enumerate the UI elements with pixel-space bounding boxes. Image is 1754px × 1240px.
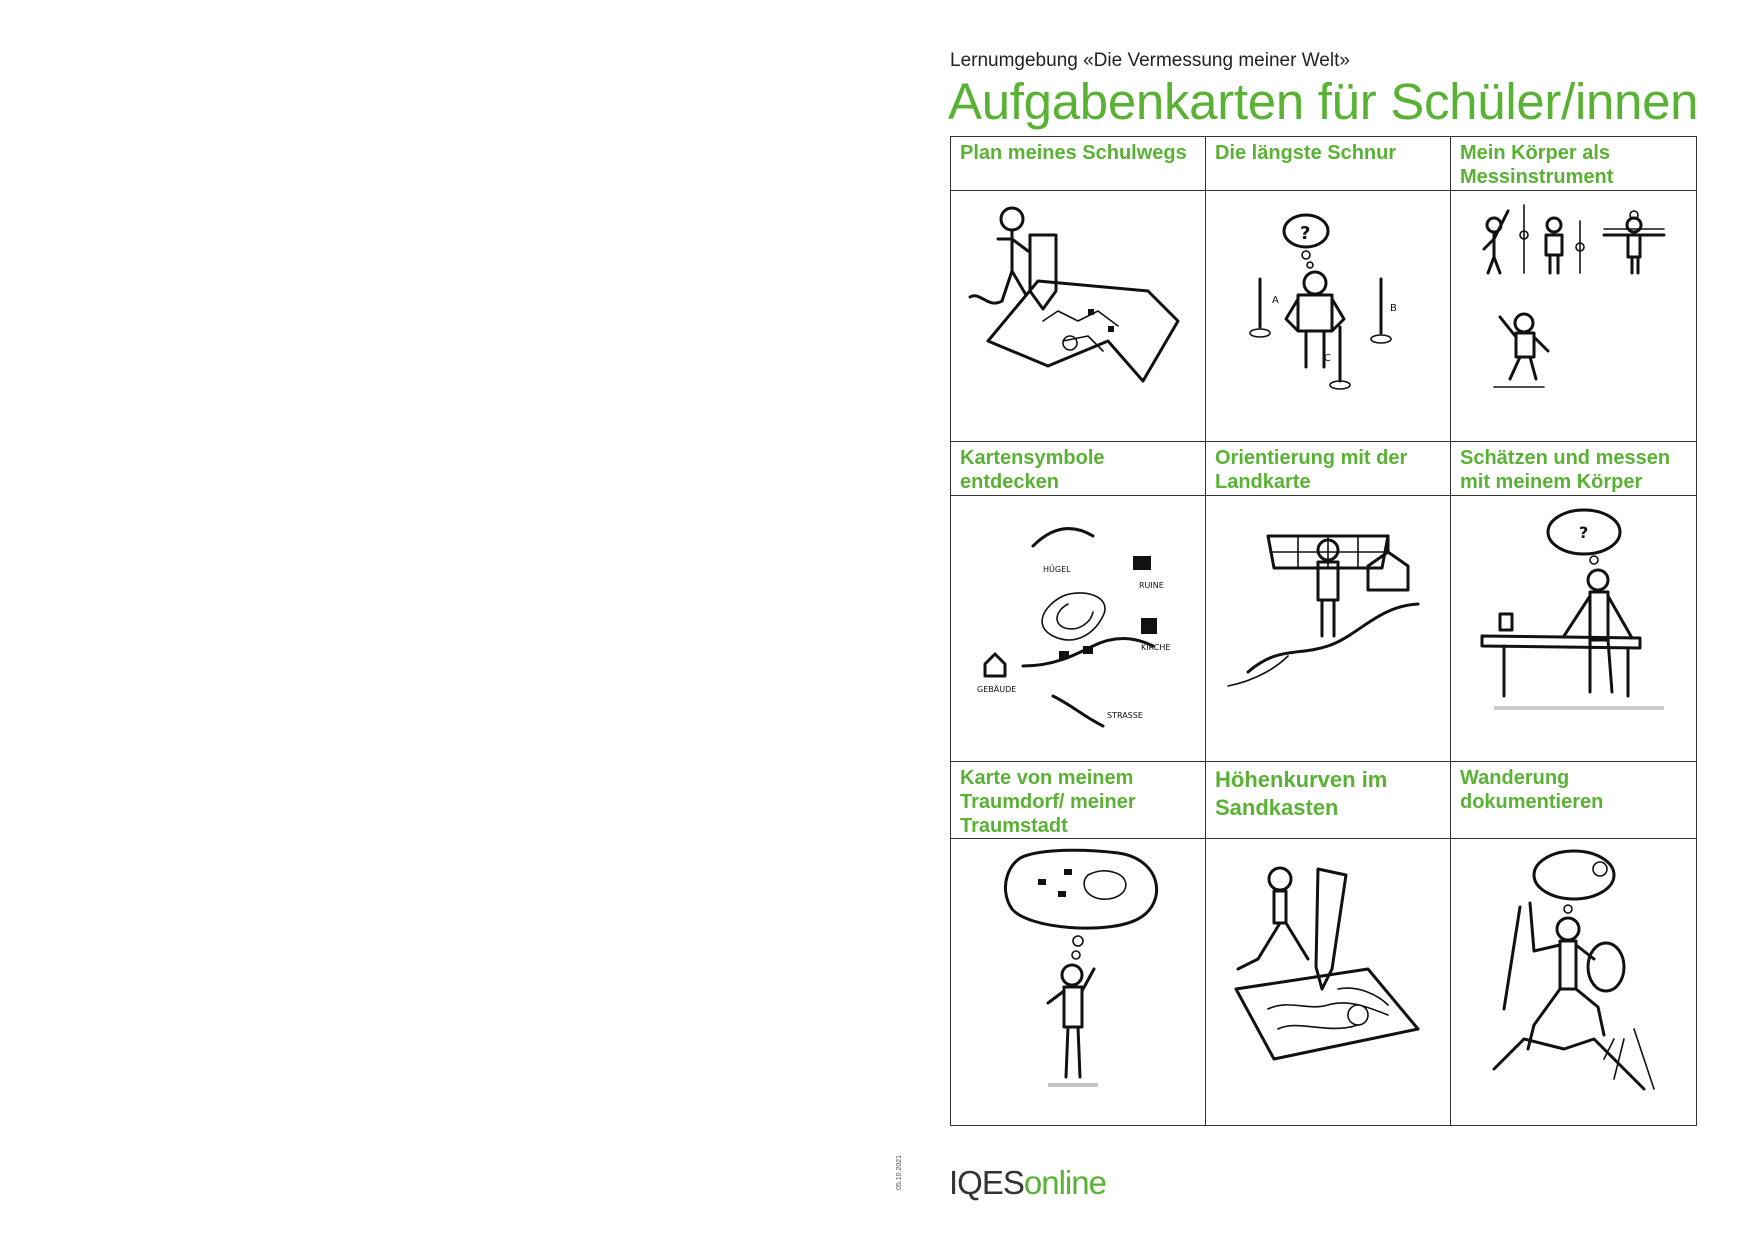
map-symbols-icon	[963, 496, 1193, 746]
logo-part-online: online	[1023, 1164, 1106, 1201]
card-title-hike: Wanderung dokumentieren	[1460, 767, 1604, 813]
card-image-cell	[1451, 496, 1697, 762]
card-image-cell	[1206, 191, 1451, 442]
card-label-cell	[1206, 137, 1451, 191]
card-image-cell	[1451, 839, 1697, 1126]
card-label-cell	[1451, 442, 1697, 496]
card-image-cell	[951, 496, 1206, 762]
card-label-cell	[1206, 442, 1451, 496]
iqes-online-logo	[949, 1164, 1106, 1202]
school-route-map-icon	[968, 191, 1188, 431]
card-image-cell	[951, 839, 1206, 1126]
label-gebaeude: GEBÄUDE	[977, 685, 1017, 694]
longest-string-icon	[1218, 191, 1438, 431]
dream-town-map-icon	[968, 839, 1188, 1109]
logo-part-iqes: IQES	[949, 1164, 1024, 1201]
task-card-grid	[950, 136, 1697, 1126]
card-title-map-symbols: Kartensymbole entdecken	[960, 447, 1105, 493]
card-label-cell	[1451, 137, 1697, 191]
page-subtitle: Lernumgebung «Die Vermessung meiner Welt»	[950, 50, 1350, 71]
card-title-estimate-measure: Schätzen und messen mit meinem Körper	[1460, 447, 1671, 493]
date-stamp: 05.10.2021	[896, 1154, 903, 1190]
card-title-longest-string: Die längste Schnur	[1215, 142, 1397, 164]
card-title-body-instrument: Mein Körper als Messinstrument	[1460, 142, 1614, 188]
svg-text:?: ?	[1300, 223, 1311, 244]
label-kirche: KIRCHE	[1141, 643, 1171, 652]
label-huegel: HÜGEL	[1043, 565, 1071, 574]
hike-documentation-icon	[1464, 839, 1684, 1109]
card-image-cell	[1206, 496, 1451, 762]
card-label-cell	[1206, 762, 1451, 839]
map-orientation-icon	[1218, 496, 1438, 746]
card-title-map-orientation: Orientierung mit der Landkarte	[1215, 447, 1408, 493]
svg-text:?: ?	[1578, 523, 1588, 542]
card-title-contour-lines: Höhenkurven im Sandkasten	[1215, 767, 1388, 820]
card-image-cell	[1206, 839, 1451, 1126]
label-ruine: RUINE	[1139, 581, 1164, 590]
card-label-cell	[951, 442, 1206, 496]
body-measuring-icon	[1464, 191, 1684, 431]
page-title: Aufgabenkarten für Schüler/innen	[948, 73, 1699, 130]
label-strasse: STRASSE	[1107, 711, 1143, 720]
card-label-cell	[1451, 762, 1697, 839]
label-b: B	[1390, 303, 1397, 314]
card-label-cell	[951, 137, 1206, 191]
label-c: C	[1324, 353, 1331, 364]
label-a: A	[1272, 295, 1279, 306]
estimate-measure-icon	[1464, 496, 1684, 746]
contour-lines-sandbox-icon	[1218, 839, 1438, 1109]
card-image-cell	[951, 191, 1206, 442]
card-title-dream-town: Karte von meinem Traumdorf/ meiner Traumstadt	[960, 767, 1136, 837]
card-label-cell	[951, 762, 1206, 839]
card-image-cell	[1451, 191, 1697, 442]
card-title-school-route: Plan meines Schulwegs	[960, 142, 1187, 164]
